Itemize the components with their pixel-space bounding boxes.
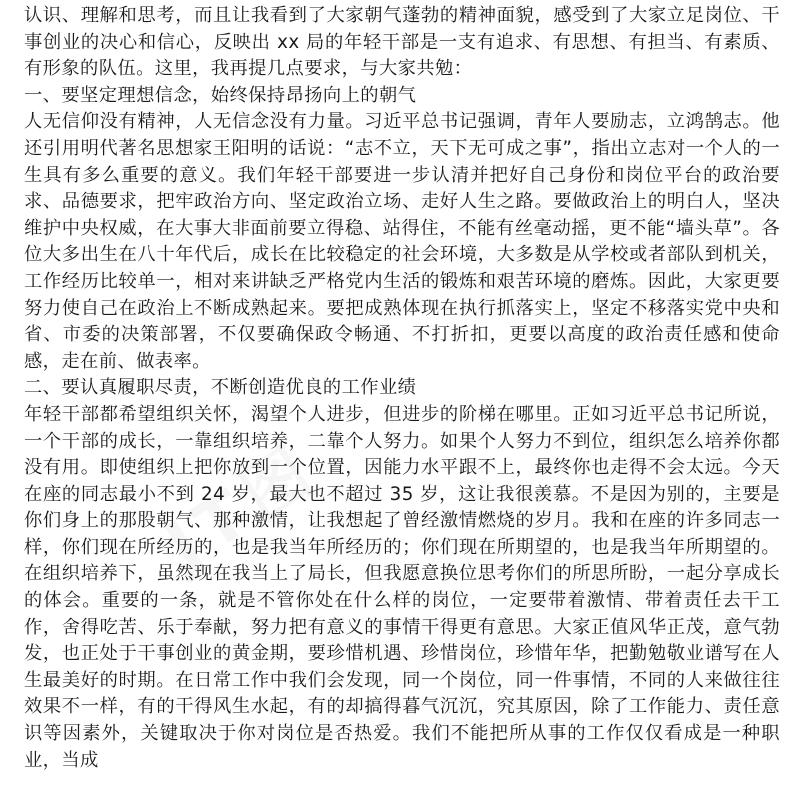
document-body [24,3,780,774]
intro-paragraph: 认识、理解和思考，而且让我看到了大家朝气蓬勃的精神面貌，感受到了大家立足岗位、干事创业的决心和信心，反映出 xx 局的年轻干部是一支有追求、有思想、有担当、有素质、有形象的队伍。这里，我再提几点要求，与大家共勉： [24,5,780,80]
section-heading-2: 二、要认真履职尽责，不断创造优良的工作业绩 [24,377,417,399]
section-body-2: 年轻干部都希望组织关怀，渴望个人进步，但进步的阶梯在哪里。正如习近平总书记所说，一个干部的成长，一靠组织培养，二靠个人努力。如果个人努力不到位，组织怎么培养你都没有用。即使组织上把你放到一个位置，因能力水平跟不上，最终你也走得不会太远。今天在座的同志最小不到 24 岁，最大也不超过 35 岁，这让我很羡慕。不是因为别的，主要是你们身上的那股朝气、那种激情，让我想起了曾经激情燃烧的岁月。我和在座的许多同志一样，你们现在所经历的，也是我当年所经历的；你们现在所期望的，也是我当年所期望的。在组织培养下，虽然现在我当上了局长，但我愿意换位思考你们的所思所盼，一起分享成长的体会。重要的一条，就是不管你处在什么样的岗位，一定要带着激情、带着责任去干工作，舍得吃苦、乐于奉献，努力把有意义的事情干得更有意思。大家正值风华正茂，意气勃发，也正处于干事创业的黄金期，要珍惜机遇、珍惜岗位，珍惜年华，把勤勉敬业谱写在人生最美好的时期。在日常工作中我们会发现，同一个岗位，同一件事情，不同的人来做往往效果不一样，有的干得风生水起，有的却搞得暮气沉沉，究其原因，除了工作能力、责任意识等因素外，关键取决于你对岗位是否热爱。我们不能把所从事的工作仅仅看成是一种职业，当成 [24,403,780,771]
section-body-1: 人无信仰没有精神，人无信念没有力量。习近平总书记强调，青年人要励志，立鸿鹄志。他还引用明代著名思想家王阳明的话说：“志不立，天下无可成之事”，指出立志对一个人的一生具有多么重要的意义。我们年轻干部要进一步认清并把好自己身份和岗位平台的政治要求、品德要求，把牢政治方向、坚定政治立场、走好人生之路。要做政治上的明白人，坚决维护中央权威，在大事大非面前要立得稳、站得住，不能有丝毫动摇，更不能“墙头草”。各位大多出生在八十年代后，成长在比较稳定的社会环境，大多数是从学校或者部队到机关，工作经历比较单一，相对来讲缺乏严格党内生活的锻炼和艰苦环境的磨炼。因此，大家更要努力使自己在政治上不断成熟起来。要把成熟体现在执行抓落实上，坚定不移落实党中央和省、市委的决策部署，不仅要确保政令畅通、不打折扣，更要以高度的政治责任感和使命感，走在前、做表率。 [24,111,780,372]
section-heading-1: 一、要坚定理想信念，始终保持昂扬向上的朝气 [24,84,417,106]
watermark: JT图 [152,428,334,584]
